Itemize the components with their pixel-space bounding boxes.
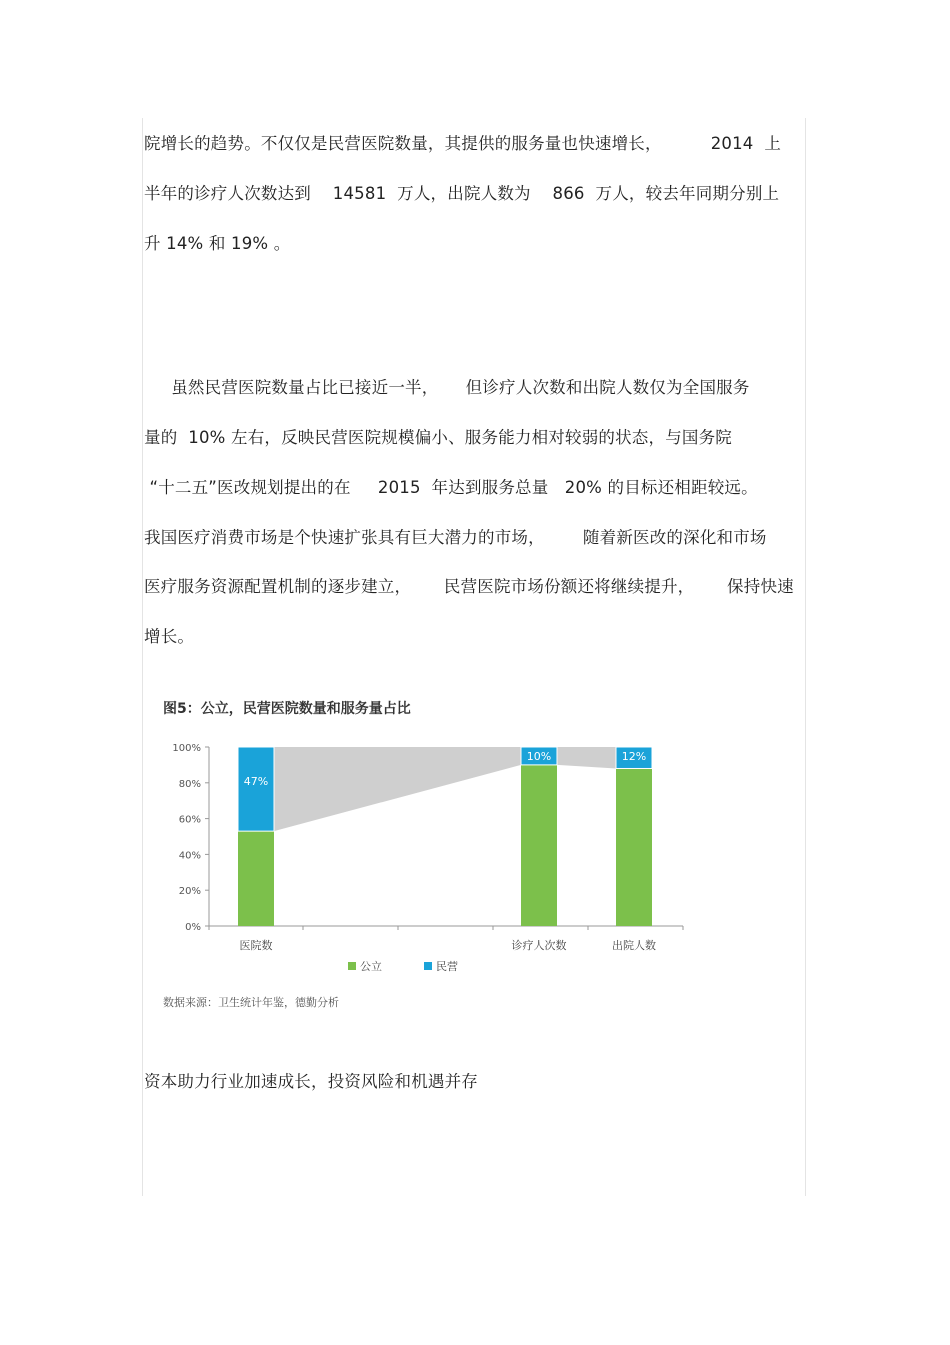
bar-segment-private — [238, 747, 274, 831]
bar-segment-public — [616, 768, 652, 926]
stacked-bar-chart — [143, 686, 705, 1026]
connector-band-1 — [274, 747, 521, 831]
paragraph-1-line-1: 院增长的趋势。不仅仅是民营医院数量，其提供的服务量也快速增长， 2014 上 — [144, 134, 782, 153]
chart-title: 图5：公立，民营医院数量和服务量占比 — [163, 701, 411, 717]
y-tick-label: 100% — [172, 743, 201, 754]
paragraph-1-line-3: 升 14% 和 19% 。 — [144, 234, 291, 253]
legend-label: 公立 — [360, 960, 382, 973]
legend-label: 民营 — [436, 960, 458, 973]
legend-swatch — [348, 962, 356, 970]
paragraph-2-line-5: 医疗服务资源配置机制的逐步建立， 民营医院市场份额还将继续提升， 保持快速 — [144, 577, 794, 596]
category-label: 医院数 — [239, 939, 273, 952]
paragraph-1-line-2: 半年的诊疗人次数达到 14581 万人，出院人数为 866 万人，较去年同期分别上 — [144, 184, 780, 203]
y-tick-label: 60% — [178, 814, 201, 826]
paragraph-2-line-1: 虽然民营医院数量占比已接近一半， 但诊疗人次数和出院人数仅为全国服务 — [144, 378, 750, 397]
y-tick-label: 80% — [178, 778, 201, 790]
section-heading: 资本助力行业加速成长，投资风险和机遇并存 — [144, 1072, 478, 1091]
y-tick-label: 0% — [185, 922, 201, 933]
data-label: 12% — [621, 750, 647, 763]
paragraph-2-line-6: 增长。 — [144, 627, 195, 646]
paragraph-2-line-4: 我国医疗消费市场是个快速扩张具有巨大潜力的市场， 随着新医改的深化和市场 — [144, 528, 767, 547]
data-label: 47% — [243, 775, 269, 788]
y-tick-label: 40% — [178, 850, 201, 862]
legend-swatch — [424, 962, 432, 970]
bar-segment-public — [238, 831, 274, 926]
page-border — [142, 118, 806, 1196]
paragraph-2-line-2: 量的 10% 左右，反映民营医院规模偏小、服务能力相对较弱的状态，与国务院 — [144, 428, 733, 447]
connector-band-2 — [557, 747, 616, 768]
category-label: 出院人数 — [612, 939, 656, 952]
data-label: 10% — [526, 750, 552, 763]
y-tick-label: 20% — [178, 886, 201, 898]
chart-source: 数据来源：卫生统计年鉴，德勤分析 — [163, 996, 339, 1009]
bar-segment-public — [521, 765, 557, 926]
chart-figure — [143, 686, 705, 1026]
category-label: 诊疗人次数 — [511, 939, 567, 952]
paragraph-2-line-3: “十二五”医改规划提出的在 2015 年达到服务总量 20% 的目标还相距较远。 — [144, 478, 758, 497]
